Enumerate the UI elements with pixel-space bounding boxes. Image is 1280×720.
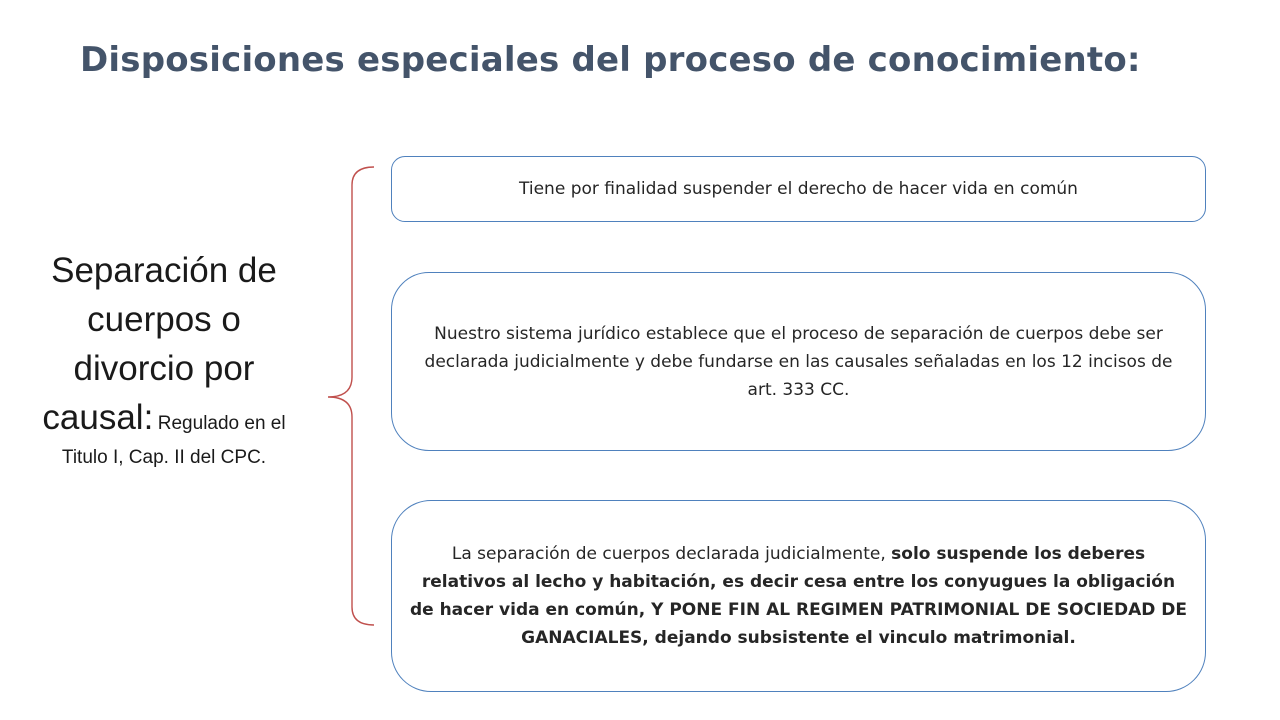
topic-sub-text: Regulado en el Titulo I, Cap. II del CPC.: [61, 413, 286, 468]
info-box-legal-basis-text: Nuestro sistema jurídico establece que el proceso de separación de cuerpos debe ser declarada judicialmente y debe fundarse en las causales señaladas en los 12 incisos de art. 333 CC.: [424, 323, 1173, 400]
slide-title: Disposiciones especiales del proceso de conocimiento:: [80, 40, 1141, 80]
brace-path: [328, 167, 374, 625]
info-box-effects-text-normal: La separación de cuerpos declarada judicialmente,: [451, 544, 892, 564]
topic-label: [30, 246, 298, 473]
info-box-effects-text-bold: solo suspende los deberes relativos al lecho y habitación, es decir cesa entre los conyugues la obligación de hacer vida en común, Y PONE FIN AL REGIMEN PATRIMONIAL DE SOCIEDAD DE GANACIALES, dejando subsistente el vinculo matrimonial.: [409, 544, 1188, 648]
left-brace: [322, 165, 382, 627]
info-box-legal-basis: [391, 272, 1206, 451]
info-box-purpose-text: Tiene por finalidad suspender el derecho de hacer vida en común: [519, 179, 1078, 199]
info-box-purpose: [391, 156, 1206, 222]
topic-main-text: Separación de cuerpos o divorcio por causal:: [42, 251, 277, 437]
info-box-effects-paragraph: [408, 540, 1189, 652]
info-box-effects: [391, 500, 1206, 692]
